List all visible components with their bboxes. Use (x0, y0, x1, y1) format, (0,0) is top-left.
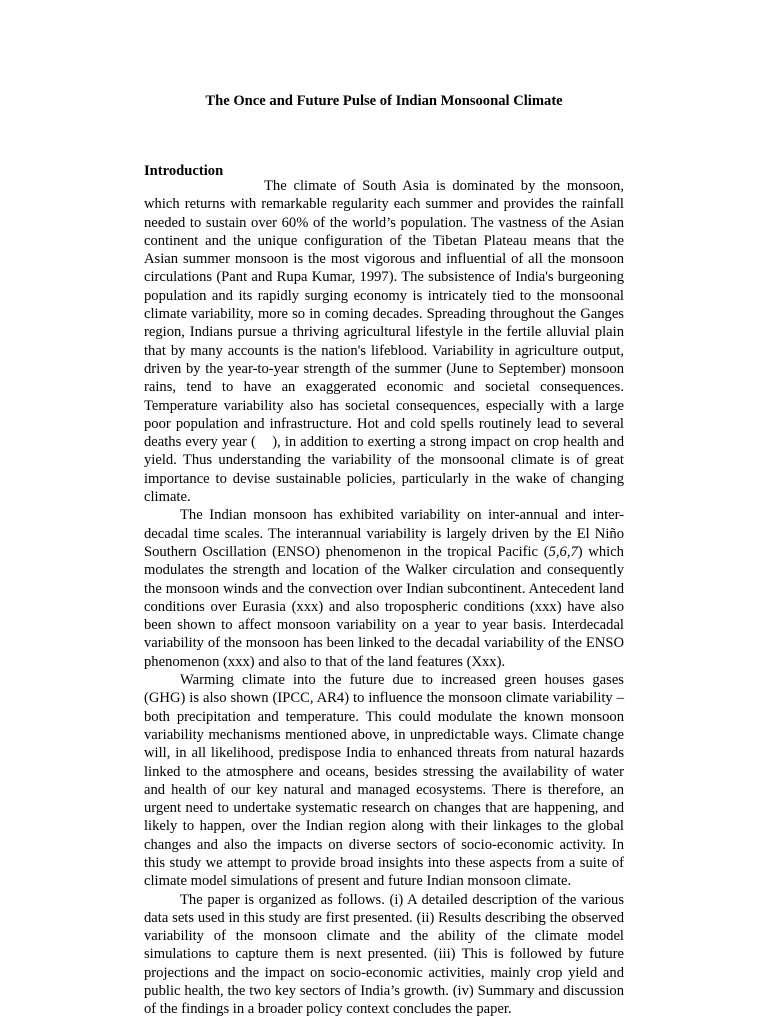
citation-placeholder-gap (256, 434, 272, 450)
paragraph-2 (144, 506, 624, 671)
paragraph-2-citation-refs: 5,6,7 (548, 543, 578, 560)
paragraph-4-text: The paper is organized as follows. (i) A detailed description of the various data sets used in this study are first presented. (ii) Results describing the observed variability of the monsoon climate and the ability of the climate model simulations to capture them is next presented. (iii) This is followed by future projections and the impact on socio-economic activities, mainly crop yield and public health, the two key sectors of India’s growth. (iv) Summary and discussion of the findings in a broader policy context concludes the paper. (144, 891, 624, 1018)
paragraph-1 (144, 177, 624, 506)
paragraph-1-text-a: The climate of South Asia is dominated by the monsoon, which returns with remarkable regularity each summer and provides the rainfall needed to sustain over 60% of the world’s population. The vastness of the Asian continent and the unique configuration of the Tibetan Plateau means that the Asian summer monsoon is the most vigorous and influential of all the monsoon circulations (Pant and Rupa Kumar, 1997). The subsistence of India's burgeoning population and its rapidly surging economy is intricately tied to the monsoonal climate variability, more so in coming decades. Spreading throughout the Ganges region, Indians pursue a thriving agricultural lifestyle in the fertile alluvial plain that by many accounts is the nation's lifeblood. Variability in agriculture output, driven by the year-to-year strength of the summer (June to September) monsoon rains, tend to have an exaggerated economic and societal consequences. Temperature variability also has societal consequences, especially with a large poor population and infrastructure. Hot and cold spells routinely lead to several deaths every year ( (144, 178, 624, 451)
paragraph-4 (144, 891, 624, 1019)
paragraph-3-text: Warming climate into the future due to increased green houses gases (GHG) is also shown (IPCC, AR4) to influence the monsoon climate variability – both precipitation and temperature. This could modulate the known monsoon variability mechanisms mentioned above, in unpredictable ways. Climate change will, in all likelihood, predispose India to enhanced threats from natural hazards linked to the atmosphere and oceans, besides stressing the availability of water and health of our key natural and managed ecosystems. There is therefore, an urgent need to undertake systematic research on changes that are happening, and likely to happen, over the Indian region along with their linkages to the global changes and also the impacts on diverse sectors of socio-economic activity. In this study we attempt to provide broad insights into these aspects from a suite of climate model simulations of present and future Indian monsoon climate. (144, 672, 624, 890)
paragraph-1-text-b: ), in addition to exerting a strong impact on crop health and yield. Thus understanding the variability of the monsoonal climate is of great importance to devise sustainable policies, particularly in the wake of changing climate. (144, 434, 624, 506)
document-body (144, 177, 624, 1019)
paragraph-2-text-a: The Indian monsoon has exhibited variability on inter-annual and inter-decadal time scales. The interannual variability is largely driven by the El Niño Southern Oscillation (ENSO) phenomenon in the tropical Pacific ( (144, 507, 624, 560)
page-title: The Once and Future Pulse of Indian Monsoonal Climate (205, 93, 563, 109)
paragraph-2-text-b: ) which modulates the strength and location of the Walker circulation and consequently the monsoon winds and the convection over Indian subcontinent. Antecedent land conditions over Eurasia (xxx) and also tropospheric conditions (xxx) have also been shown to affect monsoon variability on a year to year basis. Interdecadal variability of the monsoon has been linked to the decadal variability of the ENSO phenomenon (xxx) and also to that of the land features (Xxx). (144, 543, 624, 670)
section-heading-introduction: Introduction (144, 163, 224, 179)
paragraph-3 (144, 671, 624, 891)
